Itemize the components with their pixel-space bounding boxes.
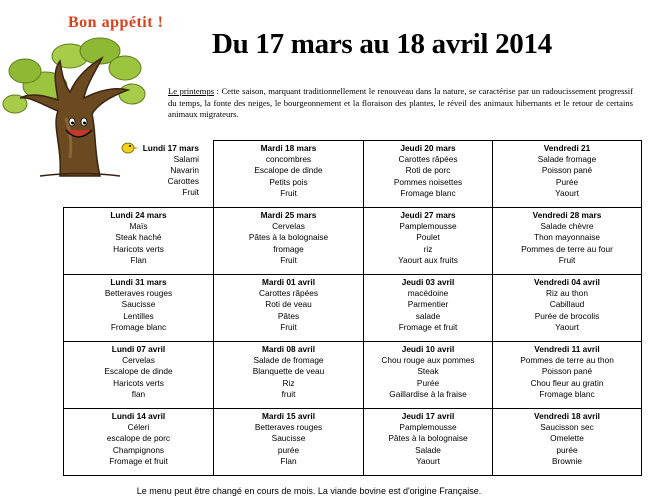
menu-item: Salami [173, 153, 199, 164]
day-cell [214, 409, 364, 476]
menu-item: Steak haché [115, 232, 162, 243]
menu-item: Cabillaud [549, 299, 585, 310]
intro-label: Le printemps [168, 86, 214, 96]
menu-item: Pommes de terre au four [521, 243, 613, 254]
menu-item: Riz [282, 377, 295, 388]
day-cell [364, 208, 493, 275]
day-label: Vendredi 11 avril [534, 344, 600, 354]
menu-item: fruit [281, 388, 296, 399]
menu-item: Lentilles [123, 310, 154, 321]
menu-item: Poisson pané [541, 165, 593, 176]
day-label: Lundi 31 mars [110, 277, 167, 287]
footer-note [0, 486, 648, 496]
menu-item: Escalope de dinde [254, 165, 323, 176]
day-label: Vendredi 28 mars [532, 210, 602, 220]
menu-item: macédoine [407, 288, 449, 299]
menu-item: Carottes râpées [398, 154, 458, 165]
day-cell [64, 141, 214, 208]
menu-item: Haricots verts [113, 243, 164, 254]
day-cell [214, 342, 364, 409]
greeting-title: Bon appétit ! [68, 14, 164, 31]
menu-item: purée [556, 444, 578, 455]
footer-text: Le menu peut être changé en cours de mois. La viande bovine est d'origine Française. [136, 486, 482, 496]
menu-item: concombres [265, 154, 312, 165]
day-label: Lundi 14 avril [111, 411, 166, 421]
menu-item: Fromage et fruit [109, 455, 168, 466]
menu-item: Parmentier [407, 299, 449, 310]
menu-item: Fromage blanc [110, 321, 167, 332]
menu-item: Fromage et fruit [398, 321, 458, 332]
day-label: Mardi 08 avril [261, 344, 316, 354]
day-cell [364, 275, 493, 342]
menu-item: Saucisse [121, 299, 156, 310]
intro-text: : Cette saison, marquant traditionnellement le renouveau dans la nature, se caractérise par un radoucissement progressif du temps, la fonte des neiges, le bourgeonnement et la floraison des plantes, le réveil des animaux hibernants et le retour de certains animaux migrateurs. [168, 86, 634, 119]
menu-item: Poisson pané [541, 366, 593, 377]
menu-item: Pamplemousse [399, 422, 457, 433]
day-cell [64, 342, 214, 409]
menu-item: Thon mayonnaise [534, 232, 600, 243]
menu-item: Omelette [550, 433, 584, 444]
day-label: Vendredi 21 [543, 143, 591, 153]
week-row [64, 275, 642, 342]
day-label: Mardi 18 mars [260, 143, 317, 153]
menu-item: Saucisson sec [540, 422, 594, 433]
menu-item: Chou fleur au gratin [530, 377, 604, 388]
menu-item: Petits pois [269, 176, 308, 187]
menu-item: Riz au thon [546, 288, 588, 299]
menu-item: Purée de brocolis [534, 310, 600, 321]
menu-item: Salade chèvre [540, 221, 594, 232]
menu-item: flan [131, 388, 146, 399]
menu-item: Flan [130, 254, 147, 265]
menu-item: Fruit [280, 321, 297, 332]
day-cell [214, 275, 364, 342]
day-cell [364, 409, 493, 476]
day-cell [493, 275, 642, 342]
menu-item: salade [415, 310, 441, 321]
menu-item: Carottes [167, 176, 199, 187]
week-row [64, 409, 642, 476]
menu-item: Gaillardise à la fraise [389, 388, 467, 399]
menu-item: Saucisse [271, 433, 306, 444]
menu-item: Cervelas [122, 355, 155, 366]
day-label: Lundi 24 mars [110, 210, 167, 220]
day-label: Jeudi 27 mars [400, 210, 456, 220]
day-cell [214, 141, 364, 208]
day-label: Jeudi 10 avril [401, 344, 455, 354]
menu-item: Céleri [127, 422, 150, 433]
day-cell [64, 275, 214, 342]
menu-item: Pâtes [277, 310, 300, 321]
day-cell [493, 208, 642, 275]
menu-item: Chou rouge aux pommes [381, 355, 475, 366]
menu-item: Salade fromage [537, 154, 597, 165]
menu-item: Yaourt aux fruits [398, 254, 458, 265]
day-cell [64, 409, 214, 476]
menu-item: Salade [415, 444, 441, 455]
menu-item: Fruit [280, 187, 297, 198]
day-label: Mardi 15 avril [261, 411, 316, 421]
day-label: Mardi 25 mars [260, 210, 317, 220]
week-row [64, 342, 642, 409]
menu-item: Champignons [112, 444, 165, 455]
menu-item: Steak [417, 366, 439, 377]
day-cell [364, 141, 493, 208]
day-label: Lundi 07 avril [111, 344, 166, 354]
menu-item: Pâtes à la bolognaise [388, 433, 468, 444]
menu-item: Pommes noisettes [393, 176, 463, 187]
menu-item: purée [277, 444, 300, 455]
menu-item: Brownie [552, 455, 582, 466]
menu-item: Fruit [182, 187, 199, 198]
menu-table [63, 140, 642, 476]
menu-item: Betteraves rouges [104, 288, 173, 299]
day-cell [493, 342, 642, 409]
menu-item: Pamplemousse [399, 221, 457, 232]
menu-item: Fromage blanc [539, 388, 595, 399]
intro-paragraph [168, 86, 633, 121]
menu-item: Pâtes à la bolognaise [248, 232, 329, 243]
menu-item: Fruit [280, 254, 297, 265]
menu-item: Roti de porc [405, 165, 451, 176]
menu-item: Pommes de terre au thon [520, 355, 614, 366]
menu-item: riz [423, 243, 433, 254]
menu-item: Salade de fromage [253, 355, 324, 366]
menu-item: Yaourt [555, 187, 579, 198]
menu-item: Blanquette de veau [252, 366, 325, 377]
menu-item: Haricots verts [113, 377, 164, 388]
day-label: Lundi 17 mars [142, 142, 199, 153]
menu-item: Flan [280, 455, 297, 466]
menu-item: Poulet [416, 232, 440, 243]
day-label: Mardi 01 avril [261, 277, 316, 287]
menu-item: Betteraves rouges [254, 422, 323, 433]
menu-item: Navarin [170, 164, 199, 175]
page-title: Du 17 mars au 18 avril 2014 [212, 28, 552, 60]
menu-item: Fromage blanc [400, 187, 456, 198]
menu-item: Carottes râpées [258, 288, 319, 299]
week-row [64, 208, 642, 275]
week-row [64, 141, 642, 208]
day-label: Jeudi 03 avril [401, 277, 455, 287]
day-cell [64, 208, 214, 275]
menu-item: Yaourt [555, 321, 579, 332]
day-label: Jeudi 20 mars [400, 143, 456, 153]
menu-item: Fruit [558, 254, 576, 265]
day-cell [364, 342, 493, 409]
menu-item: Yaourt [416, 455, 440, 466]
day-cell [493, 141, 642, 208]
day-label: Jeudi 17 avril [401, 411, 455, 421]
menu-item: Roti de veau [265, 299, 312, 310]
menu-item: escalope de porc [106, 433, 171, 444]
menu-item: Purée [555, 176, 579, 187]
day-cell [214, 208, 364, 275]
day-label: Vendredi 18 avril [534, 411, 600, 421]
menu-item: Cervelas [272, 221, 305, 232]
menu-item: Purée [416, 377, 440, 388]
menu-item: Maïs [129, 221, 148, 232]
day-cell [493, 409, 642, 476]
menu-item: fromage [273, 243, 304, 254]
day-label: Vendredi 04 avril [534, 277, 600, 287]
menu-item: Escalope de dinde [104, 366, 173, 377]
